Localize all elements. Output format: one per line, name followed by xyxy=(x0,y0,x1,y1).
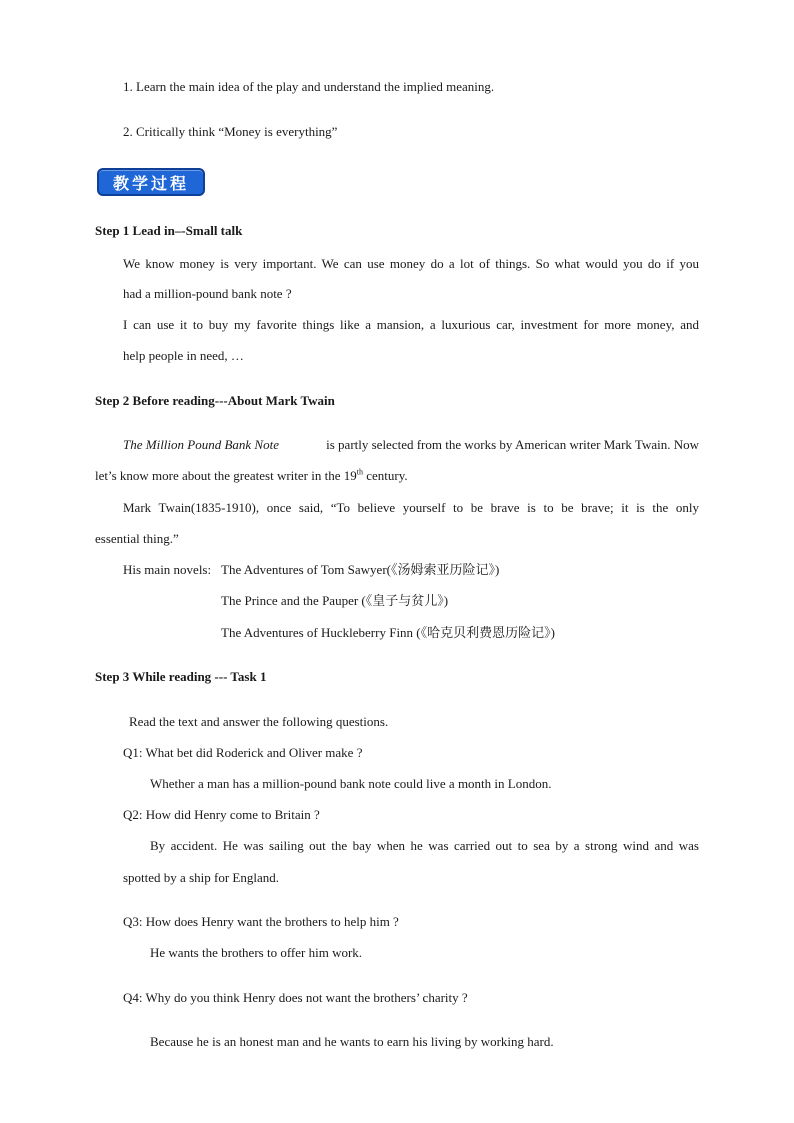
step2-heading: Step 2 Before reading---About Mark Twain xyxy=(95,393,335,408)
step2-p1-line1-rest: is partly selected from the works by American writer Mark Twain. Now xyxy=(322,437,699,452)
step1-p1-line2: had a million-pound bank note ? xyxy=(123,286,292,301)
step2-p1-line1 xyxy=(123,437,699,453)
step3-instruction: Read the text and answer the following questions. xyxy=(129,714,389,729)
question-3: Q3: How does Henry want the brothers to help him ? xyxy=(123,914,399,929)
section-badge: 教学过程 xyxy=(97,168,205,196)
step2-p1-line2 xyxy=(95,468,408,484)
novel-item: The Adventures of Tom Sawyer(《汤姆索亚历险记》) xyxy=(221,562,500,577)
objective-2: 2. Critically think “Money is everything” xyxy=(123,124,338,139)
ordinal-suffix: th xyxy=(356,467,363,477)
quote-line1: Mark Twain(1835-1910), once said, “To believe yourself to be brave is to be brave; it is the only xyxy=(123,500,699,515)
novel-item: The Prince and the Pauper (《皇子与贫儿》) xyxy=(221,593,449,608)
step1-heading: Step 1 Lead in–-Small talk xyxy=(95,223,243,238)
step2-p1-line2-end: century. xyxy=(362,468,408,483)
step1-p2-line2: help people in need, … xyxy=(123,348,244,363)
question-1: Q1: What bet did Roderick and Oliver make ? xyxy=(123,745,363,760)
answer-4: Because he is an honest man and he wants to earn his living by working hard. xyxy=(150,1034,554,1049)
objective-1: 1. Learn the main idea of the play and understand the implied meaning. xyxy=(123,79,495,94)
novel-item: The Adventures of Huckleberry Finn (《哈克贝利费恩历险记》) xyxy=(221,625,555,640)
answer-1: Whether a man has a million-pound bank note could live a month in London. xyxy=(150,776,552,791)
question-2: Q2: How did Henry come to Britain ? xyxy=(123,807,320,822)
answer-3: He wants the brothers to offer him work. xyxy=(150,945,363,960)
answer-2-line2: spotted by a ship for England. xyxy=(123,870,279,885)
step1-p1-line1: We know money is very important. We can use money do a lot of things. So what would you do if you xyxy=(123,256,699,271)
step1-p2-line1: I can use it to buy my favorite things like a mansion, a luxurious car, investment for more money, and xyxy=(123,317,699,332)
step3-heading: Step 3 While reading --- Task 1 xyxy=(95,669,267,684)
novels-label: His main novels: xyxy=(123,562,212,577)
book-title: The Million Pound Bank Note xyxy=(123,437,279,452)
answer-2-line1: By accident. He was sailing out the bay when he was carried out to sea by a strong wind and was xyxy=(150,838,699,853)
quote-line2: essential thing.” xyxy=(95,531,179,546)
question-4: Q4: Why do you think Henry does not want the brothers’ charity ? xyxy=(123,990,468,1005)
step2-p1-line2-text: let’s know more about the greatest writer in the 19 xyxy=(95,468,357,483)
